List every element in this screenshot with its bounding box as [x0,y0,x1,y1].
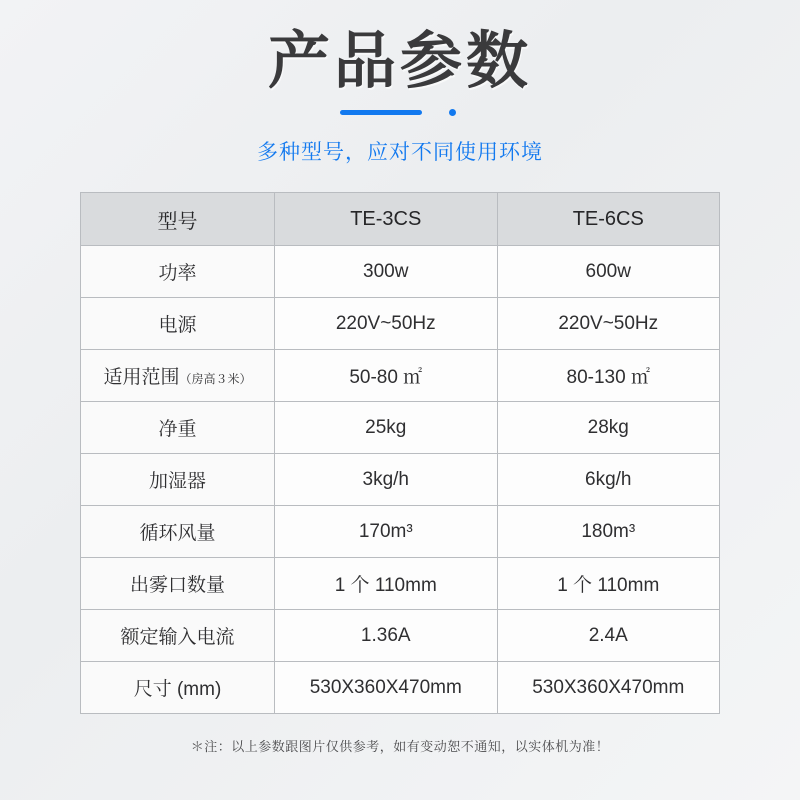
row-value-te6cs: 220V~50Hz [497,298,720,350]
row-label [81,350,275,402]
divider-bar [340,110,422,115]
table-row [81,246,720,298]
table-row [81,662,720,714]
row-value-te6cs: 28kg [497,402,720,454]
row-value-te6cs: 2.4A [497,610,720,662]
page-subtitle: 多种型号，应对不同使用环境 [257,141,543,165]
row-value-te3cs: 1 个 110mm [275,558,498,610]
row-label: 净重 [81,402,275,454]
row-value-te3cs: 50-80 ㎡ [275,350,498,402]
row-label: 电源 [81,298,275,350]
divider-dot [449,109,456,116]
row-value-te6cs: 600w [497,246,720,298]
row-value-te3cs: 170m³ [275,506,498,558]
row-label: 加湿器 [81,454,275,506]
row-value-te6cs: 6kg/h [497,454,720,506]
page-header [0,0,800,166]
row-value-te3cs: 530X360X470mm [275,662,498,714]
column-header-model-label: 型号 [81,193,275,246]
table-row [81,298,720,350]
row-label: 额定输入电流 [81,610,275,662]
row-value-te6cs: 80-130 ㎡ [497,350,720,402]
table-row [81,402,720,454]
row-value-te3cs: 300w [275,246,498,298]
footnote: ＊注：以上参数跟图片仅供参考，如有变动恕不通知，以实体机为准！ [190,739,610,755]
table-row [81,610,720,662]
table-header-row [81,193,720,246]
row-value-te6cs: 530X360X470mm [497,662,720,714]
table-row [81,506,720,558]
row-value-te3cs: 220V~50Hz [275,298,498,350]
title-divider [340,109,460,116]
row-label-text: 适用范围 [103,367,180,389]
row-label: 功率 [81,246,275,298]
table-row [81,350,720,402]
table-row [81,454,720,506]
row-label: 出雾口数量 [81,558,275,610]
column-header-te6cs: TE-6CS [497,193,720,246]
row-label: 尺寸 (mm) [81,662,275,714]
spec-table-wrapper [80,192,720,714]
table-row [81,558,720,610]
column-header-te3cs: TE-3CS [275,193,498,246]
page-title: 产品参数 [267,27,532,96]
row-value-te3cs: 1.36A [275,610,498,662]
row-label: 循环风量 [81,506,275,558]
row-value-te6cs: 180m³ [497,506,720,558]
spec-table [80,192,720,714]
row-value-te3cs: 3kg/h [275,454,498,506]
row-value-te3cs: 25kg [275,402,498,454]
row-value-te6cs: 1 个 110mm [497,558,720,610]
row-label-note: （房高３米） [179,372,252,387]
